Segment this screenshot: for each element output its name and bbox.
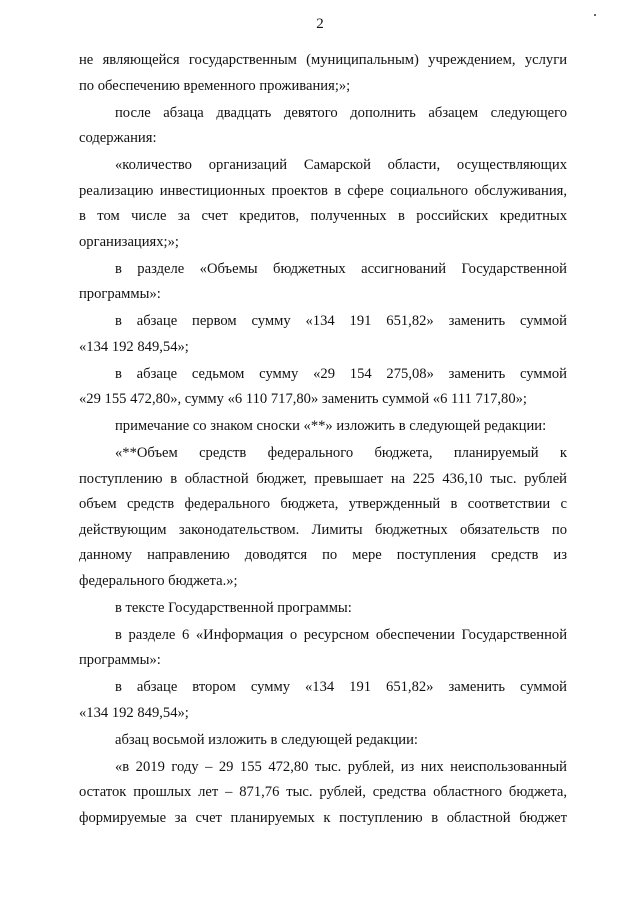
- text-line: объем средств федерального бюджета, утвержденный в соответствии с: [79, 496, 567, 512]
- text-line: абзац восьмой изложить в следующей редакции:: [115, 731, 418, 748]
- text-line: действующим законодательством. Лимиты бюджетных обязательств по: [79, 521, 567, 538]
- text-line: программы»:: [79, 286, 161, 302]
- text-line: примечание со знаком сноски «**» изложить в следующей редакции:: [115, 418, 547, 434]
- text-line: «**Объем средств федерального бюджета, планируемый к: [115, 445, 567, 461]
- text-line: «количество организаций Самарской области, осуществляющих: [115, 157, 567, 173]
- text-line: после абзаца двадцать девятого дополнить абзацем следующего: [115, 104, 567, 121]
- text-line: в абзаце втором сумму «134 191 651,82» заменить суммой: [115, 679, 567, 695]
- page-number: 2: [316, 16, 324, 32]
- text-line: данному направлению доводятся по мере поступления средств из: [79, 547, 567, 563]
- text-line: в тексте Государственной программы:: [115, 599, 352, 616]
- text-line: организациях;»;: [79, 233, 179, 250]
- text-line: реализацию инвестиционных проектов в сфере социального обслуживания,: [79, 182, 567, 199]
- text-line: формируемые за счет планируемых к поступлению в областной бюджет: [79, 809, 567, 826]
- text-line: «в 2019 году – 29 155 472,80 тыс. рублей, из них неиспользованный: [115, 758, 567, 775]
- text-line: «134 192 849,54»;: [79, 704, 189, 721]
- text-line: в разделе 6 «Информация о ресурсном обеспечении Государственной: [115, 626, 567, 643]
- text-line: «29 155 472,80», сумму «6 110 717,80» заменить суммой «6 111 717,80»;: [79, 391, 527, 407]
- document-body: [79, 48, 567, 831]
- text-line: программы»:: [79, 652, 161, 668]
- text-line: «134 192 849,54»;: [79, 338, 189, 355]
- text-line: в разделе «Объемы бюджетных ассигнований Государственной: [115, 260, 567, 277]
- text-line: в том числе за счет кредитов, полученных в российских кредитных: [79, 208, 567, 224]
- text-line: содержания:: [79, 130, 157, 146]
- text-line: не являющейся государственным (муниципальным) учреждением, услуги: [79, 52, 567, 68]
- text-line: остаток прошлых лет – 871,76 тыс. рублей, средства областного бюджета,: [79, 784, 567, 800]
- scan-speck: [594, 14, 596, 16]
- text-line: федерального бюджета.»;: [79, 572, 238, 589]
- text-line: в абзаце седьмом сумму «29 154 275,08» заменить суммой: [115, 365, 567, 382]
- text-line: по обеспечению временного проживания;»;: [79, 77, 351, 94]
- text-line: в абзаце первом сумму «134 191 651,82» заменить суммой: [115, 313, 567, 329]
- text-line: поступлению в областной бюджет, превышает на 225 436,10 тыс. рублей: [79, 470, 567, 487]
